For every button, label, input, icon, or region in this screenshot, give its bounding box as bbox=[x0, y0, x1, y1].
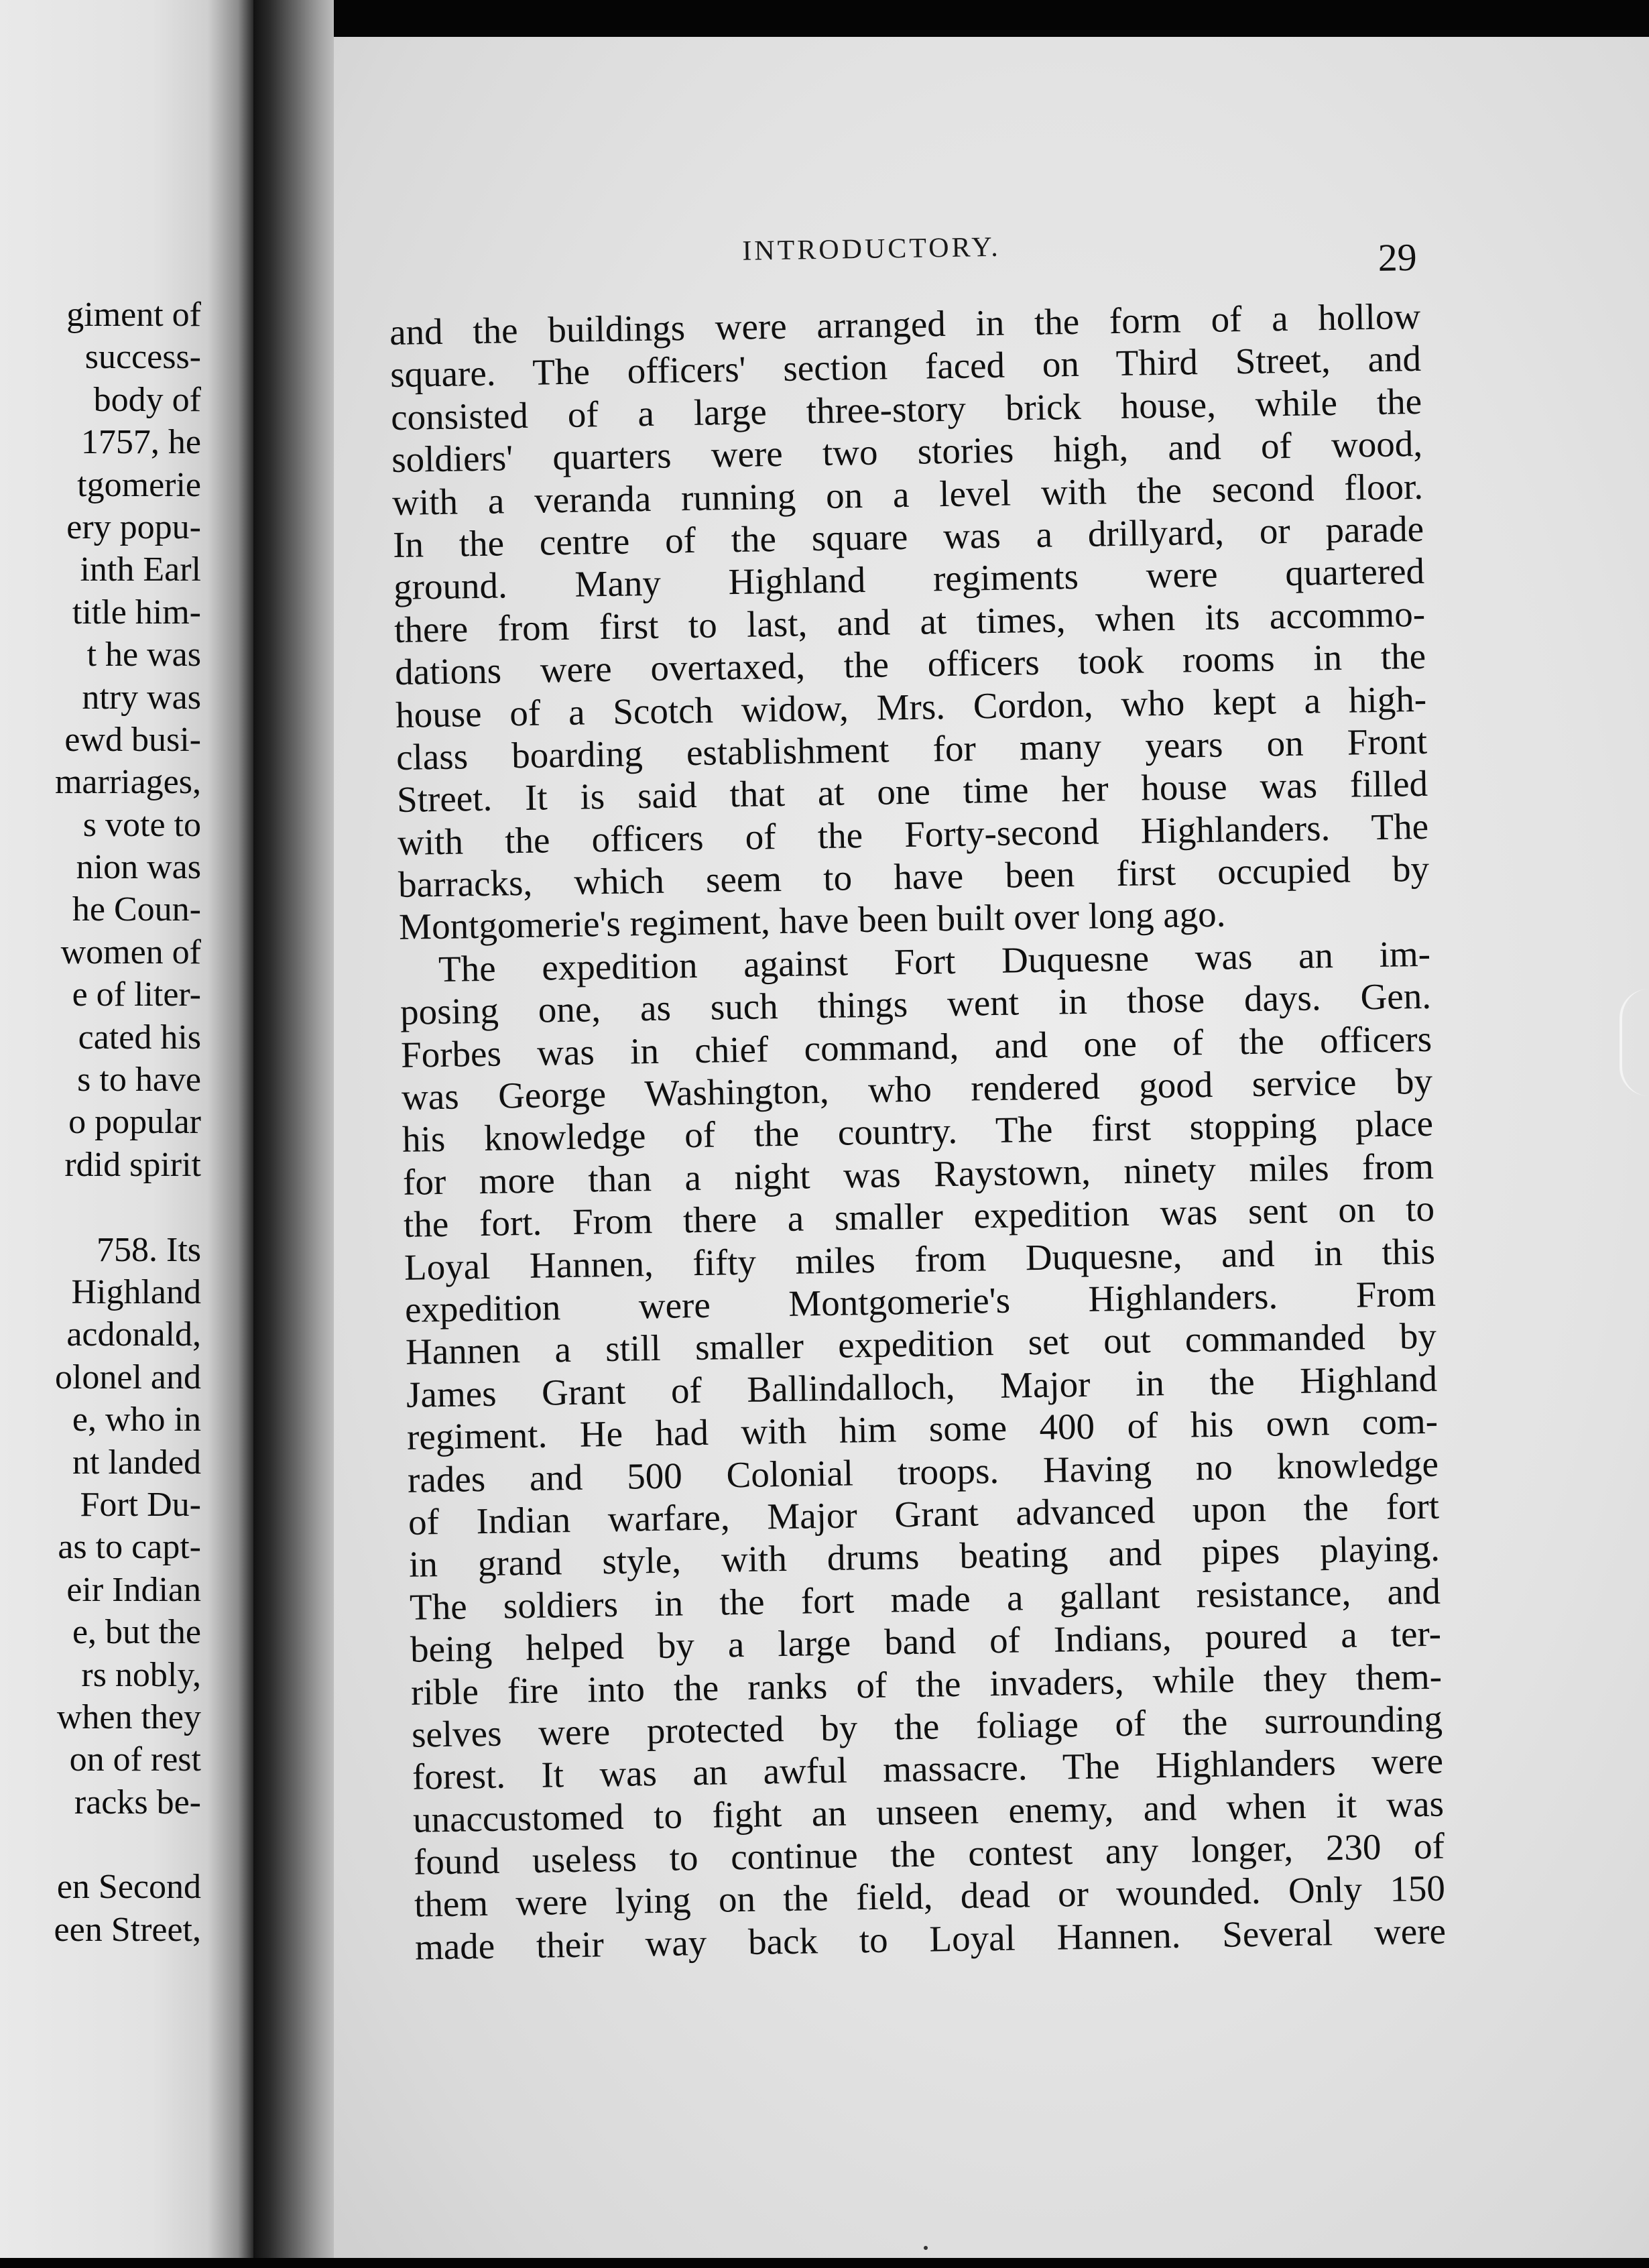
text-line: The expedition against Fort Duquesne was an im- bbox=[438, 933, 1431, 990]
left-page-line: ewd busi- bbox=[64, 720, 201, 759]
text-line: James Grant of Ballindalloch, Major in the Highland bbox=[406, 1358, 1438, 1415]
left-page-line: t he was bbox=[86, 636, 201, 674]
left-page-line: Highland bbox=[71, 1272, 201, 1311]
left-page-line: acdonald, bbox=[66, 1315, 201, 1354]
left-page-line: s vote to bbox=[82, 805, 201, 844]
left-page-line bbox=[54, 1186, 201, 1228]
left-page-line: on of rest bbox=[69, 1740, 201, 1779]
text-line: found useless to continue the contest any longer, 230 of bbox=[413, 1825, 1445, 1883]
left-page-line: Fort Du- bbox=[80, 1485, 201, 1524]
left-page-line: ery popu- bbox=[66, 508, 201, 546]
text-line: made their way back to Loyal Hannen. Several were bbox=[414, 1910, 1447, 1968]
text-line: being helped by a large band of Indians, poured a ter- bbox=[410, 1612, 1442, 1670]
text-line: in grand style, with drums beating and pipes playing. bbox=[408, 1527, 1441, 1586]
text-line: consisted of a large three-story brick house, while the bbox=[390, 380, 1422, 438]
left-page-line: women of bbox=[60, 933, 201, 971]
left-page-line: nion was bbox=[76, 848, 201, 887]
text-line: Loyal Hannen, fifty miles from Duquesne, and in this bbox=[404, 1230, 1436, 1288]
text-line: Forbes was in chief command, and one of the officers bbox=[400, 1018, 1432, 1075]
text-line: selves were protected by the foliage of the surrounding bbox=[411, 1697, 1443, 1755]
text-line: regiment. He had with him some 400 of his own com- bbox=[406, 1400, 1439, 1457]
left-page-line: e, but the bbox=[72, 1613, 201, 1652]
left-page-line: marriages, bbox=[54, 763, 201, 802]
text-line: Street. It is said that at one time her house was filled bbox=[396, 763, 1428, 821]
text-line: unaccustomed to fight an unseen enemy, and when it was bbox=[412, 1783, 1445, 1840]
left-page-line: o popular bbox=[68, 1103, 201, 1142]
left-page-line: tgomerie bbox=[77, 465, 201, 504]
right-page bbox=[334, 37, 1649, 2258]
book-gutter bbox=[253, 0, 334, 2258]
page-edge-mark bbox=[1620, 989, 1649, 1096]
running-head: INTRODUCTORY. bbox=[742, 231, 1001, 267]
text-line: there from first to last, and at times, when its accommo- bbox=[393, 593, 1426, 650]
text-line: barracks, which seem to have been first occupied by bbox=[398, 847, 1430, 906]
left-page-line: ntry was bbox=[82, 678, 201, 717]
text-line: dations were overtaxed, the officers took rooms in the bbox=[394, 635, 1426, 693]
text-line: his knowledge of the country. The first stopping place bbox=[402, 1103, 1434, 1160]
text-line: Hannen a still smaller expedition set out commanded by bbox=[405, 1315, 1437, 1373]
left-page-line: when they bbox=[56, 1697, 201, 1736]
left-page-line: as to capt- bbox=[58, 1528, 201, 1567]
left-page-line: rs nobly, bbox=[81, 1655, 201, 1694]
text-line: was George Washington, who rendered good service by bbox=[401, 1060, 1433, 1118]
left-page-line: en Second bbox=[56, 1868, 201, 1907]
page-number: 29 bbox=[1378, 235, 1418, 280]
text-line: for more than a night was Raystown, ninety miles from bbox=[402, 1145, 1434, 1203]
text-line: posing one, as such things went in those days. Gen. bbox=[400, 975, 1432, 1033]
text-line: rible fire into the ranks of the invaders, while they them- bbox=[410, 1655, 1443, 1713]
left-page-line: body of bbox=[93, 380, 201, 419]
text-line: with the officers of the Forty-second Highlanders. The bbox=[397, 805, 1429, 863]
left-page-line: e, who in bbox=[72, 1400, 201, 1439]
left-page-line: olonel and bbox=[54, 1358, 201, 1396]
text-line: In the centre of the square was a drillyard, or parade bbox=[392, 508, 1424, 565]
left-page-line: rdid spirit bbox=[64, 1145, 201, 1184]
text-line: house of a Scotch widow, Mrs. Cordon, who kept a high- bbox=[395, 678, 1427, 735]
right-page-content bbox=[324, 27, 1649, 2268]
left-page-line: success- bbox=[84, 338, 201, 377]
left-page-line: 1757, he bbox=[80, 423, 201, 462]
text-line: them were lying on the field, dead or wounded. Only 150 bbox=[414, 1868, 1446, 1925]
text-line: the fort. From there a smaller expedition was sent on to bbox=[403, 1187, 1435, 1246]
left-page bbox=[0, 0, 253, 2258]
text-line: and the buildings were arranged in the form of a hollow bbox=[389, 295, 1421, 353]
left-page-line: title him- bbox=[72, 593, 201, 632]
body-text bbox=[389, 295, 1447, 1968]
ink-speck bbox=[924, 2246, 928, 2250]
left-page-line: eir Indian bbox=[66, 1570, 201, 1609]
left-page-line: s to have bbox=[77, 1061, 201, 1099]
left-page-line: giment of bbox=[66, 296, 201, 334]
left-page-line: e of liter- bbox=[72, 975, 201, 1014]
left-page-line: nt landed bbox=[72, 1443, 201, 1482]
text-line: soldiers' quarters were two stories high, and of wood, bbox=[391, 423, 1423, 481]
text-line: The soldiers in the fort made a gallant resistance, and bbox=[409, 1570, 1441, 1628]
text-line: with a veranda running on a level with the second floor. bbox=[391, 465, 1424, 523]
text-line: square. The officers' section faced on Third Street, and bbox=[389, 338, 1422, 396]
text-line: expedition were Montgomerie's Highlanders. From bbox=[404, 1272, 1437, 1330]
text-line: forest. It was an awful massacre. The Highlanders were bbox=[412, 1740, 1444, 1798]
left-page-line: inth Earl bbox=[80, 550, 201, 589]
left-page-line: een Street, bbox=[54, 1910, 201, 1949]
left-page-line: 758. Its bbox=[97, 1230, 201, 1269]
text-line: class boarding establishment for many years on Front bbox=[395, 720, 1428, 778]
text-line: of Indian warfare, Major Grant advanced upon the fort bbox=[408, 1485, 1440, 1543]
left-page-line: racks be- bbox=[74, 1783, 201, 1822]
text-line: Montgomerie's regiment, have been built over long ago. bbox=[398, 894, 1226, 948]
left-page-line: cated his bbox=[78, 1018, 201, 1057]
left-page-line bbox=[54, 1824, 201, 1866]
left-page-text bbox=[54, 294, 201, 1951]
text-line: ground. Many Highland regiments were quartered bbox=[393, 550, 1425, 608]
text-line: rades and 500 Colonial troops. Having no knowledge bbox=[407, 1443, 1439, 1500]
left-page-line: he Coun- bbox=[72, 890, 201, 929]
